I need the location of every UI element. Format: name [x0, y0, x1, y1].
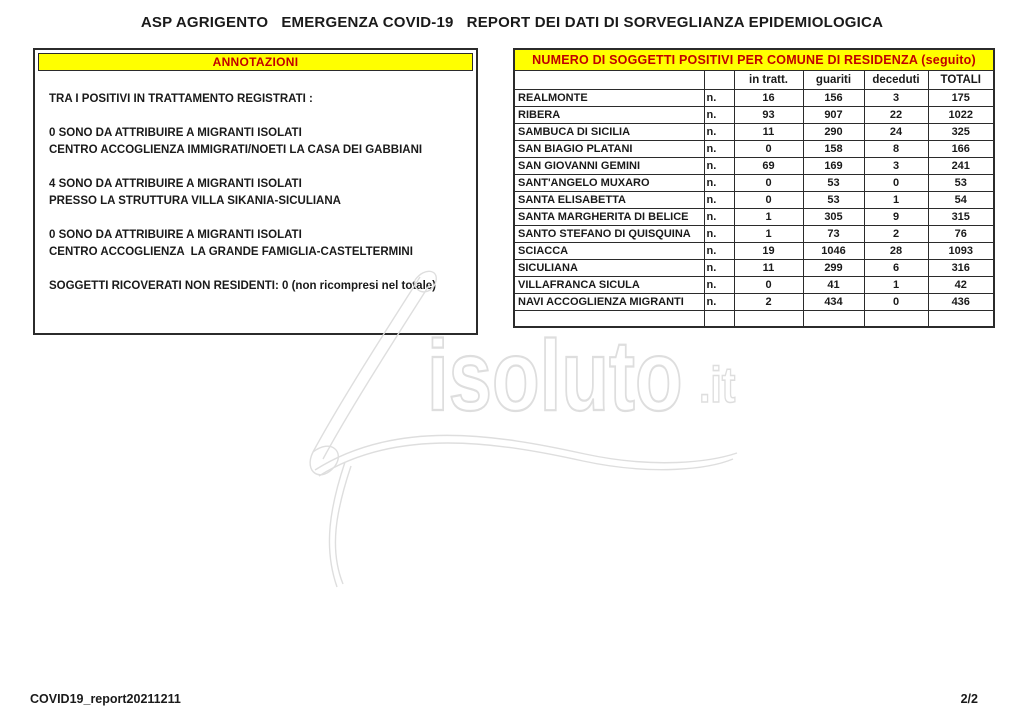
col-header-totali: TOTALI	[928, 70, 994, 89]
unit-cell: n.	[704, 174, 734, 191]
unit-cell: n.	[704, 89, 734, 106]
annotation-spacer	[49, 210, 468, 227]
table-row	[514, 157, 994, 174]
table-row	[514, 89, 994, 106]
annotation-spacer	[49, 261, 468, 278]
annotation-line: CENTRO ACCOGLIENZA LA GRANDE FAMIGLIA-CASTELTERMINI	[49, 246, 413, 258]
comune-cell: SANTO STEFANO DI QUISQUINA	[514, 225, 704, 242]
deceduti-cell: 1	[864, 191, 928, 208]
deceduti-cell: 3	[864, 89, 928, 106]
totali-cell: 53	[928, 174, 994, 191]
table-row	[514, 174, 994, 191]
annotations-box	[33, 48, 478, 335]
in-tratt-cell: 11	[734, 123, 803, 140]
annotation-line: 4 SONO DA ATTRIBUIRE A MIGRANTI ISOLATI	[49, 178, 302, 190]
table-title: NUMERO DI SOGGETTI POSITIVI PER COMUNE DI RESIDENZA (seguito)	[514, 49, 994, 70]
table-row	[514, 259, 994, 276]
unit-cell: n.	[704, 276, 734, 293]
unit-cell: n.	[704, 140, 734, 157]
table-row	[514, 140, 994, 157]
totali-cell: 315	[928, 208, 994, 225]
guariti-cell: 434	[803, 293, 864, 310]
unit-cell: n.	[704, 106, 734, 123]
col-header-comune	[514, 70, 704, 89]
totali-cell: 175	[928, 89, 994, 106]
footer-page-number: 2/2	[960, 692, 978, 706]
guariti-cell: 73	[803, 225, 864, 242]
deceduti-cell: 28	[864, 242, 928, 259]
totali-cell: 325	[928, 123, 994, 140]
guariti-cell: 907	[803, 106, 864, 123]
unit-cell: n.	[704, 293, 734, 310]
comune-cell: SANT'ANGELO MUXARO	[514, 174, 704, 191]
in-tratt-cell: 69	[734, 157, 803, 174]
in-tratt-cell: 0	[734, 191, 803, 208]
comuni-table	[513, 48, 995, 328]
annotation-spacer	[49, 108, 468, 125]
totali-cell: 316	[928, 259, 994, 276]
unit-cell: n.	[704, 191, 734, 208]
watermark-text: isoluto	[427, 320, 683, 433]
annotation-line: CENTRO ACCOGLIENZA IMMIGRATI/NOETI LA CASA DEI GABBIANI	[49, 144, 423, 156]
table-column-header-row	[514, 70, 994, 89]
deceduti-cell: 24	[864, 123, 928, 140]
deceduti-cell	[864, 310, 928, 327]
footer-document-name: COVID19_report20211211	[30, 692, 181, 706]
annotation-line: 0 SONO DA ATTRIBUIRE A MIGRANTI ISOLATI	[49, 127, 302, 139]
guariti-cell: 169	[803, 157, 864, 174]
unit-cell: n.	[704, 242, 734, 259]
comune-cell: SCIACCA	[514, 242, 704, 259]
guariti-cell: 290	[803, 123, 864, 140]
col-header-in-tratt: in tratt.	[734, 70, 803, 89]
guariti-cell: 1046	[803, 242, 864, 259]
in-tratt-cell	[734, 310, 803, 327]
annotation-line: PRESSO LA STRUTTURA VILLA SIKANIA-SICULIANA	[49, 195, 341, 207]
annotations-body	[35, 71, 476, 295]
deceduti-cell: 3	[864, 157, 928, 174]
annotations-header: ANNOTAZIONI	[38, 53, 473, 71]
comune-cell: SICULIANA	[514, 259, 704, 276]
table-row	[514, 106, 994, 123]
table-row	[514, 123, 994, 140]
table-row	[514, 293, 994, 310]
unit-cell: n.	[704, 225, 734, 242]
table-title-row	[514, 49, 994, 70]
in-tratt-cell: 93	[734, 106, 803, 123]
deceduti-cell: 1	[864, 276, 928, 293]
comune-cell	[514, 310, 704, 327]
comune-cell: SAN BIAGIO PLATANI	[514, 140, 704, 157]
unit-cell: n.	[704, 259, 734, 276]
totali-cell: 42	[928, 276, 994, 293]
annotation-spacer	[49, 159, 468, 176]
annotation-line: 0 SONO DA ATTRIBUIRE A MIGRANTI ISOLATI	[49, 229, 302, 241]
guariti-cell: 305	[803, 208, 864, 225]
guariti-cell: 53	[803, 191, 864, 208]
deceduti-cell: 0	[864, 174, 928, 191]
guariti-cell: 53	[803, 174, 864, 191]
totali-cell: 1093	[928, 242, 994, 259]
comune-cell: NAVI ACCOGLIENZA MIGRANTI	[514, 293, 704, 310]
table-row	[514, 208, 994, 225]
guariti-cell: 156	[803, 89, 864, 106]
in-tratt-cell: 2	[734, 293, 803, 310]
in-tratt-cell: 1	[734, 225, 803, 242]
watermark-suffix: .it	[699, 357, 736, 413]
unit-cell: n.	[704, 123, 734, 140]
comune-cell: SAMBUCA DI SICILIA	[514, 123, 704, 140]
unit-cell	[704, 310, 734, 327]
totali-cell: 166	[928, 140, 994, 157]
totali-cell: 76	[928, 225, 994, 242]
table-row	[514, 191, 994, 208]
annotation-line: TRA I POSITIVI IN TRATTAMENTO REGISTRATI :	[49, 93, 313, 105]
col-header-unit	[704, 70, 734, 89]
table-row	[514, 276, 994, 293]
page-title: ASP AGRIGENTO EMERGENZA COVID-19 REPORT DEI DATI DI SORVEGLIANZA EPIDEMIOLOGICA	[140, 14, 884, 31]
guariti-cell: 299	[803, 259, 864, 276]
deceduti-cell: 9	[864, 208, 928, 225]
comune-cell: SANTA MARGHERITA DI BELICE	[514, 208, 704, 225]
unit-cell: n.	[704, 208, 734, 225]
in-tratt-cell: 0	[734, 140, 803, 157]
col-header-guariti: guariti	[803, 70, 864, 89]
in-tratt-cell: 11	[734, 259, 803, 276]
col-header-deceduti: deceduti	[864, 70, 928, 89]
unit-cell: n.	[704, 157, 734, 174]
table-row	[514, 225, 994, 242]
guariti-cell: 41	[803, 276, 864, 293]
deceduti-cell: 8	[864, 140, 928, 157]
deceduti-cell: 6	[864, 259, 928, 276]
deceduti-cell: 22	[864, 106, 928, 123]
in-tratt-cell: 0	[734, 276, 803, 293]
annotation-line: SOGGETTI RICOVERATI NON RESIDENTI: 0 (non ricompresi nel totale)	[49, 280, 436, 292]
totali-cell: 54	[928, 191, 994, 208]
deceduti-cell: 0	[864, 293, 928, 310]
in-tratt-cell: 0	[734, 174, 803, 191]
table-row	[514, 242, 994, 259]
totali-cell	[928, 310, 994, 327]
comune-cell: VILLAFRANCA SICULA	[514, 276, 704, 293]
comune-cell: RIBERA	[514, 106, 704, 123]
in-tratt-cell: 19	[734, 242, 803, 259]
comune-cell: SAN GIOVANNI GEMINI	[514, 157, 704, 174]
table-row	[514, 310, 994, 327]
deceduti-cell: 2	[864, 225, 928, 242]
in-tratt-cell: 16	[734, 89, 803, 106]
totali-cell: 241	[928, 157, 994, 174]
totali-cell: 436	[928, 293, 994, 310]
guariti-cell	[803, 310, 864, 327]
totali-cell: 1022	[928, 106, 994, 123]
in-tratt-cell: 1	[734, 208, 803, 225]
guariti-cell: 158	[803, 140, 864, 157]
comune-cell: REALMONTE	[514, 89, 704, 106]
comuni-table-body	[514, 89, 994, 327]
comune-cell: SANTA ELISABETTA	[514, 191, 704, 208]
